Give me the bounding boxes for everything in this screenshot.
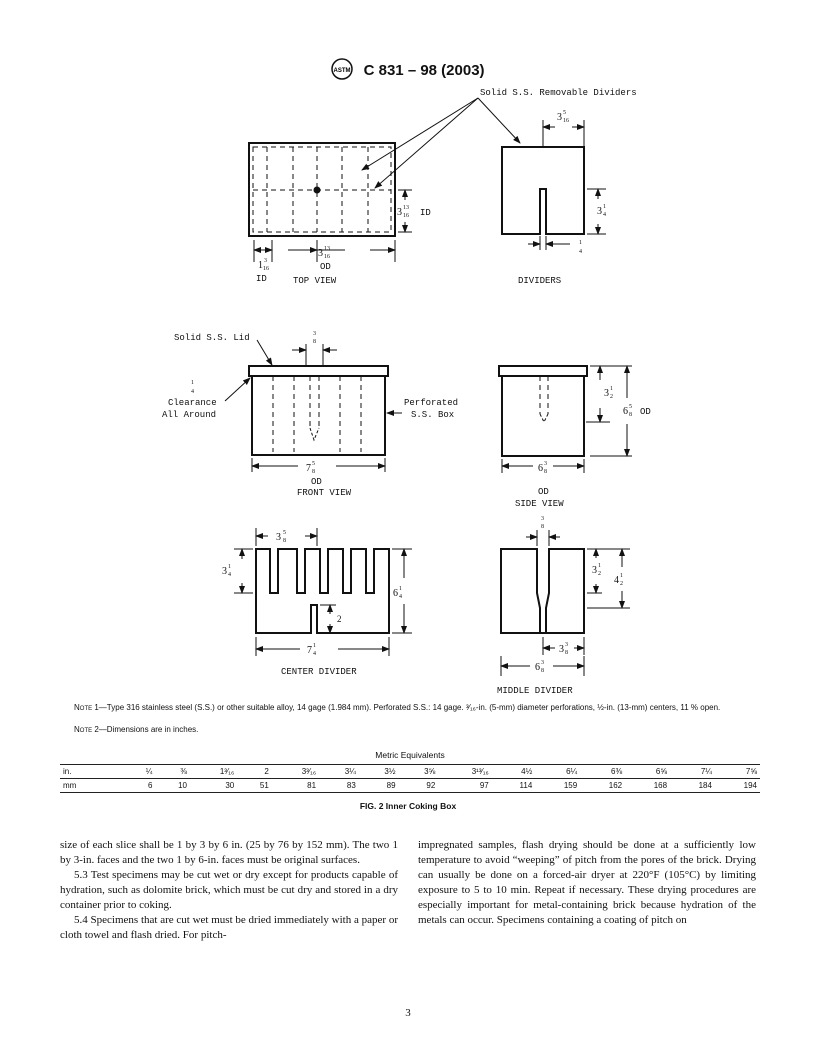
- dim-md-half-num: 3: [565, 642, 568, 648]
- dim-side-od-num: 5: [629, 404, 632, 410]
- label-removable-dividers: Solid S.S. Removable Dividers: [480, 88, 637, 98]
- dim-div-right-whole: 3: [597, 206, 602, 217]
- dim-md-inner-den: 2: [598, 571, 601, 577]
- dim-top-id-num: 13: [403, 205, 409, 211]
- dim-top-1-den: 16: [263, 266, 269, 272]
- dim-side-w-den: 8: [544, 469, 547, 475]
- body-column-left: [60, 838, 398, 943]
- table-cell: 7¼: [670, 765, 715, 779]
- dim-md-width-den: 8: [541, 668, 544, 674]
- table-cell: 1³⁄₁₆: [190, 765, 237, 779]
- dim-div-slot-num: 1: [579, 240, 582, 246]
- paragraph: size of each slice shall be 1 by 3 by 6 in. (25 by 76 by 152 mm). The two 1 by 3-in. faces and the two 1 by 6-in. faces must be original surfaces.: [60, 839, 398, 866]
- dim-cd-right-num: 1: [399, 586, 402, 592]
- metric-equivalents-table: [60, 750, 760, 793]
- table-cell: 83: [319, 779, 359, 793]
- dim-front-den: 8: [312, 469, 315, 475]
- dim-cd-bottom-num: 1: [313, 643, 316, 649]
- dim-top-1-whole: 1: [258, 260, 263, 271]
- table-cell: 6⅝: [625, 765, 670, 779]
- dim-md-half-whole: 3: [559, 644, 564, 655]
- label-solid-lid: Solid S.S. Lid: [174, 333, 250, 343]
- table-cell: 3¼: [319, 765, 359, 779]
- table-cell: 81: [272, 779, 319, 793]
- label-side-od: OD: [538, 487, 549, 497]
- note-1: [60, 702, 760, 713]
- dim-md-inner-num: 1: [598, 563, 601, 569]
- dim-div-right-num: 1: [603, 204, 606, 210]
- dim-md-width-whole: 6: [535, 662, 540, 673]
- dim-div-top-den: 16: [563, 118, 569, 124]
- table-cell: 114: [492, 779, 536, 793]
- table-cell: 2: [237, 765, 272, 779]
- dim-top-id-whole: 3: [397, 207, 402, 218]
- dim-cd-right-den: 4: [399, 594, 402, 600]
- dim-lid-num: 3: [313, 331, 316, 337]
- label-front-od: OD: [311, 477, 322, 487]
- label-middle-divider: MIDDLE DIVIDER: [497, 686, 573, 696]
- dim-front-whole: 7: [306, 463, 311, 474]
- paragraph: 5.3 Test specimens may be cut wet or dry except for products capable of hydration, such as dolomite brick, which must be cut dry and stored in a dry container prior to coking.: [60, 869, 398, 911]
- table-cell: 162: [580, 779, 625, 793]
- table-cell: 7⅝: [715, 765, 760, 779]
- note-2-text: —Dimensions are in inches.: [98, 725, 199, 734]
- label-side-od-dim: OD: [640, 407, 651, 417]
- label-front-view: FRONT VIEW: [297, 488, 352, 498]
- dim-md-width-num: 3: [541, 660, 544, 666]
- paragraph: impregnated samples, flash drying should be done at a sufficiently low temperature to avoid “weeping” of pitch from the pores of the brick. Drying can usually be done on a forced-air dryer at 220°F (105°C) by limiting exposure to 5 to 10 min. Repeat if necessary. These drying procedures are especially important for metal-containing brick because hydration of the metals can occur. Specimens containing a coating of pitch on: [418, 839, 756, 926]
- dim-cd-bottom-den: 4: [313, 651, 316, 657]
- table-cell: 194: [715, 779, 760, 793]
- dim-front-num: 5: [312, 461, 315, 467]
- dim-clr-num: 1: [191, 380, 194, 386]
- note-2: [74, 724, 760, 735]
- dim-cd-left-whole: 3: [222, 566, 227, 577]
- dim-top-1-num: 3: [264, 258, 267, 264]
- figure-caption: FIG. 2 Inner Coking Box: [359, 801, 457, 811]
- dim-div-right-den: 4: [603, 212, 606, 218]
- dim-cd-top-whole: 3: [276, 532, 281, 543]
- dim-cd-slot: 2: [337, 614, 342, 624]
- label-top-id-small: ID: [256, 274, 267, 284]
- dim-side-inner-den: 2: [610, 394, 613, 400]
- table-cell: 6¼: [535, 765, 580, 779]
- table-cell: 3³⁄₁₆: [272, 765, 319, 779]
- table-cell: 3½: [359, 765, 399, 779]
- label-perforated-1: Perforated: [404, 398, 459, 408]
- dim-top-od-num: 13: [324, 246, 330, 252]
- label-top-id: ID: [420, 208, 431, 218]
- table-cell: ⅜: [155, 765, 190, 779]
- note-1-text: —Type 316 stainless steel (S.S.) or other suitable alloy, 14 gage (1.984 mm). Perforated S.S.: 14 gage. ³⁄₁₆-in. (5-mm) diameter perforations, ½-in. (13-mm) centers, 11 % open.: [98, 703, 721, 712]
- table-cell: 6⅜: [580, 765, 625, 779]
- dim-cd-left-den: 4: [228, 572, 231, 578]
- table-cell: 184: [670, 779, 715, 793]
- row-label-mm: mm: [60, 779, 126, 793]
- label-dividers: DIVIDERS: [518, 276, 562, 286]
- dim-md-outer-num: 1: [620, 573, 623, 579]
- body-column-right: [418, 838, 756, 928]
- table-caption: Metric Equivalents: [375, 750, 445, 760]
- dim-cd-top-num: 5: [283, 530, 286, 536]
- table-cell: 4½: [492, 765, 536, 779]
- table-cell: 10: [155, 779, 190, 793]
- table-cell: 6: [126, 779, 155, 793]
- dim-side-od-whole: 6: [623, 406, 628, 417]
- dim-div-slot-den: 4: [579, 249, 582, 255]
- note-2-label: Note 2: [74, 725, 99, 734]
- dim-md-outer-den: 2: [620, 581, 623, 587]
- dim-side-inner-whole: 3: [604, 388, 609, 399]
- dim-cd-top-den: 8: [283, 538, 286, 544]
- dim-div-top-num: 5: [563, 110, 566, 116]
- side-view: [499, 366, 632, 473]
- table-row-inches: [60, 765, 760, 779]
- dim-side-w-num: 3: [544, 461, 547, 467]
- document-designation: C 831 – 98 (2003): [363, 61, 485, 79]
- dim-clr-den: 4: [191, 389, 194, 395]
- center-divider-view: [234, 528, 412, 656]
- dim-top-id-den: 16: [403, 213, 409, 219]
- dim-md-top-den: 8: [541, 524, 544, 530]
- dim-md-inner-whole: 3: [592, 565, 597, 576]
- front-view: [225, 340, 402, 472]
- table-cell: 51: [237, 779, 272, 793]
- label-clearance-1: Clearance: [168, 398, 217, 408]
- dim-div-top-whole: 3: [557, 112, 562, 123]
- dividers-view: [502, 120, 606, 250]
- dim-top-od-den: 16: [324, 254, 330, 260]
- label-side-view: SIDE VIEW: [515, 499, 564, 509]
- svg-text:ASTM: ASTM: [333, 68, 351, 74]
- dim-top-od-whole: 3: [318, 248, 323, 259]
- dim-side-od-den: 8: [629, 412, 632, 418]
- label-clearance-2: All Around: [162, 410, 217, 420]
- table-row-mm: [60, 779, 760, 793]
- dim-cd-bottom-whole: 7: [307, 645, 312, 656]
- table-cell: 97: [438, 779, 491, 793]
- label-perforated-2: S.S. Box: [411, 410, 455, 420]
- dim-lid-den: 8: [313, 339, 316, 345]
- table-cell: 30: [190, 779, 237, 793]
- dim-side-w-whole: 6: [538, 463, 543, 474]
- dim-side-inner-num: 1: [610, 386, 613, 392]
- label-top-od: OD: [320, 262, 331, 272]
- label-top-view: TOP VIEW: [293, 276, 337, 286]
- table-cell: ¼: [126, 765, 155, 779]
- table-cell: 92: [399, 779, 439, 793]
- table-cell: 168: [625, 779, 670, 793]
- table-cell: 89: [359, 779, 399, 793]
- dim-cd-left-num: 1: [228, 564, 231, 570]
- page-number: 3: [405, 1007, 411, 1019]
- dim-md-half-den: 8: [565, 650, 568, 656]
- table-cell: 3¹³⁄₁₆: [438, 765, 491, 779]
- note-1-label: Note 1: [74, 703, 99, 712]
- dim-md-outer-whole: 4: [614, 575, 619, 586]
- top-view: [249, 143, 412, 262]
- dim-md-top-num: 3: [541, 516, 544, 522]
- label-center-divider: CENTER DIVIDER: [281, 667, 357, 677]
- table-cell: 3⅝: [399, 765, 439, 779]
- paragraph: 5.4 Specimens that are cut wet must be dried immediately with a paper or cloth towel and flash dried. For pitch-: [60, 914, 398, 941]
- dim-cd-right-whole: 6: [393, 588, 398, 599]
- table-cell: 159: [535, 779, 580, 793]
- row-label-in: in.: [60, 765, 126, 779]
